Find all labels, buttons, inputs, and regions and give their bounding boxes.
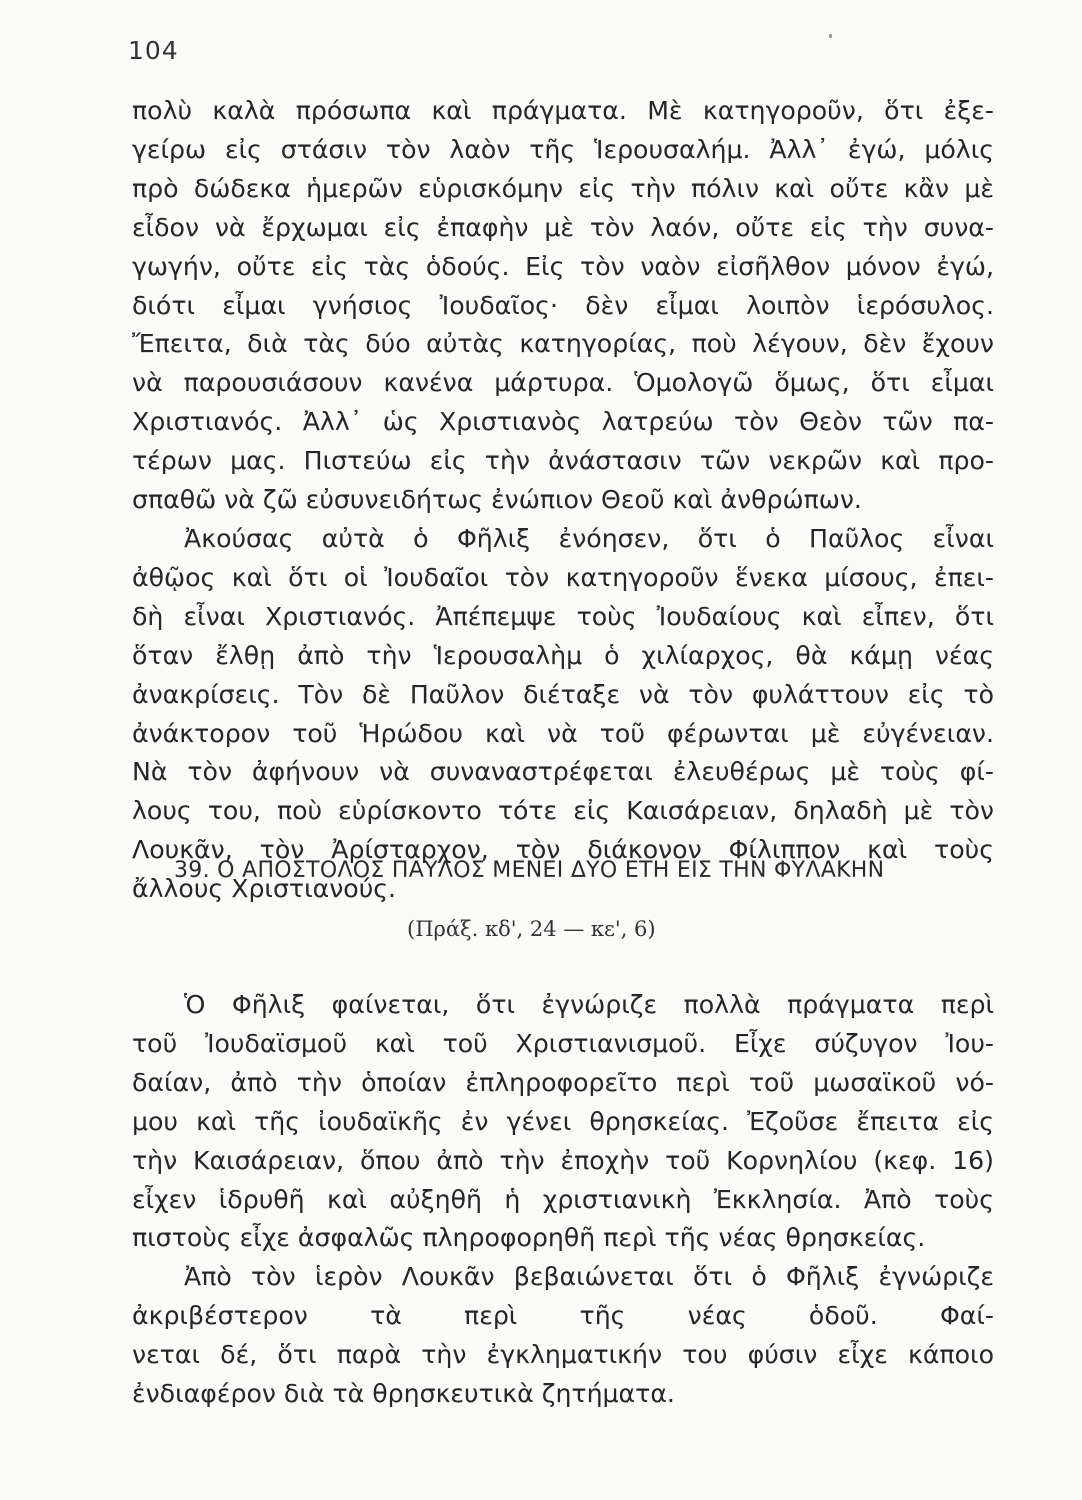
text-line: μου καὶ τῆς ἰουδαϊκῆς ἐν γένει θρησκείας. Ἐζοῦσε ἔπειτα εἰς: [132, 1106, 994, 1136]
text-line: πρὸ δώδεκα ἡμερῶν εὑρισκόμην εἰς τὴν πόλιν καὶ οὔτε κἂν μὲ: [132, 173, 994, 203]
text-line: νεται δέ, ὅτι παρὰ τὴν ἐγκληματικήν του φύσιν εἶχε κάποιο: [132, 1340, 994, 1370]
text-line: Νὰ τὸν ἀφήνουν νὰ συναναστρέφεται ἐλευθέρως μὲ τοὺς φί-: [132, 757, 994, 787]
chapter-scripture-reference: (Πράξ. κδ', 24 — κε', 6): [407, 917, 656, 941]
text-line: τέρων μας. Πιστεύω εἰς τὴν ἀνάστασιν τῶν νεκρῶν καὶ προ-: [132, 446, 994, 476]
text-line: πιστοὺς εἶχε ἀσφαλῶς πληροφορηθῆ περὶ τῆς νέας θρησκείας.: [132, 1223, 926, 1253]
text-line: νὰ παρουσιάσουν κανένα μάρτυρα. Ὁμολογῶ ὅμως, ὅτι εἶμαι: [132, 368, 994, 398]
text-line: ἀθῷος καὶ ὅτι οἱ Ἰουδαῖοι τὸν κατηγοροῦν ἕνεκα μίσους, ἐπει-: [132, 562, 994, 592]
text-line: τὴν Καισάρειαν, ὅπου ἀπὸ τὴν ἐποχὴν τοῦ Κορνηλίου (κεφ. 16): [132, 1145, 994, 1175]
body-text-before-heading: [132, 92, 994, 909]
text-line: δὴ εἶναι Χριστιανός. Ἀπέπεμψε τοὺς Ἰουδαίους καὶ εἶπεν, ὅτι: [132, 601, 994, 631]
text-line: Ἀπὸ τὸν ἱερὸν Λουκᾶν βεβαιώνεται ὅτι ὁ Φῆλιξ ἐγνώριζε: [184, 1262, 994, 1292]
text-line: λους του, ποὺ εὑρίσκοντο τότε εἰς Καισάρειαν, δηλαδὴ μὲ τὸν: [132, 796, 994, 826]
body-text-after-heading: [132, 986, 994, 1414]
print-speck: [829, 34, 832, 38]
text-line: τοῦ Ἰουδαϊσμοῦ καὶ τοῦ Χριστιανισμοῦ. Εἶχε σύζυγον Ἰου-: [132, 1028, 994, 1058]
text-line: εἶδον νὰ ἔρχωμαι εἰς ἐπαφὴν μὲ τὸν λαόν, οὔτε εἰς τὴν συνα-: [132, 212, 994, 242]
text-line: Λουκᾶν, τὸν Ἀρίσταρχον, τὸν διάκονον Φίλιππον καὶ τοὺς: [132, 835, 994, 865]
text-line: Χριστιανός. Ἀλλ᾽ ὡς Χριστιανὸς λατρεύω τὸν Θεὸν τῶν πα-: [132, 407, 994, 437]
text-line: διότι εἶμαι γνήσιος Ἰουδαῖος· δὲν εἶμαι λοιπὸν ἱερόσυλος.: [132, 290, 994, 320]
text-line: Ὁ Φῆλιξ φαίνεται, ὅτι ἐγνώριζε πολλὰ πράγματα περὶ: [184, 990, 994, 1019]
text-line: ἄλλους Χριστιανούς.: [132, 874, 397, 904]
text-line: ἀνακρίσεις. Τὸν δὲ Παῦλον διέταξε νὰ τὸν φυλάττουν εἰς τὸ: [132, 679, 994, 709]
page-number: 104: [128, 36, 179, 65]
text-line: Ἀκούσας αὐτὰ ὁ Φῆλιξ ἐνόησεν, ὅτι ὁ Παῦλος εἶναι: [184, 523, 994, 553]
text-line: Ἔπειτα, διὰ τὰς δύο αὐτὰς κατηγορίας, ποὺ λέγουν, δὲν ἔχουν: [132, 329, 994, 359]
chapter-heading: 39. Ο ΑΠΟΣΤΟΛΟΣ ΠΑΥΛΟΣ ΜΕΝΕΙ ΔΥΟ ΕΤΗ ΕΙΣ ΤΗΝ ΦΥΛΑΚΗΝ: [174, 858, 885, 883]
text-line: ὅταν ἔλθῃ ἀπὸ τὴν Ἱερουσαλὴμ ὁ χιλίαρχος, θὰ κάμῃ νέας: [132, 640, 994, 670]
text-line: γείρω εἰς στάσιν τὸν λαὸν τῆς Ἱερουσαλήμ. Ἀλλ᾽ ἐγώ, μόλις: [132, 134, 994, 164]
text-line: δαίαν, ἀπὸ τὴν ὁποίαν ἐπληροφορεῖτο περὶ τοῦ μωσαϊκοῦ νό-: [132, 1067, 994, 1097]
text-line: σπαθῶ νὰ ζῶ εὐσυνειδήτως ἐνώπιον Θεοῦ καὶ ἀνθρώπων.: [132, 485, 862, 515]
text-line: εἶχεν ἱδρυθῆ καὶ αὐξηθῆ ἡ χριστιανικὴ Ἐκκλησία. Ἀπὸ τοὺς: [132, 1184, 994, 1214]
text-line: ἐνδιαφέρον διὰ τὰ θρησκευτικὰ ζητήματα.: [132, 1379, 675, 1409]
text-line: πολὺ καλὰ πρόσωπα καὶ πράγματα. Μὲ κατηγοροῦν, ὅτι ἐξε-: [132, 96, 994, 125]
text-line: γωγήν, οὔτε εἰς τὰς ὁδούς. Εἰς τὸν ναὸν εἰσῆλθον μόνον ἐγώ,: [132, 251, 994, 281]
text-line: ἀνάκτορον τοῦ Ἡρώδου καὶ νὰ τοῦ φέρωνται μὲ εὐγένειαν.: [132, 718, 994, 748]
text-line: ἀκριβέστερον τὰ περὶ τῆς νέας ὁδοῦ. Φαί-: [132, 1301, 994, 1331]
